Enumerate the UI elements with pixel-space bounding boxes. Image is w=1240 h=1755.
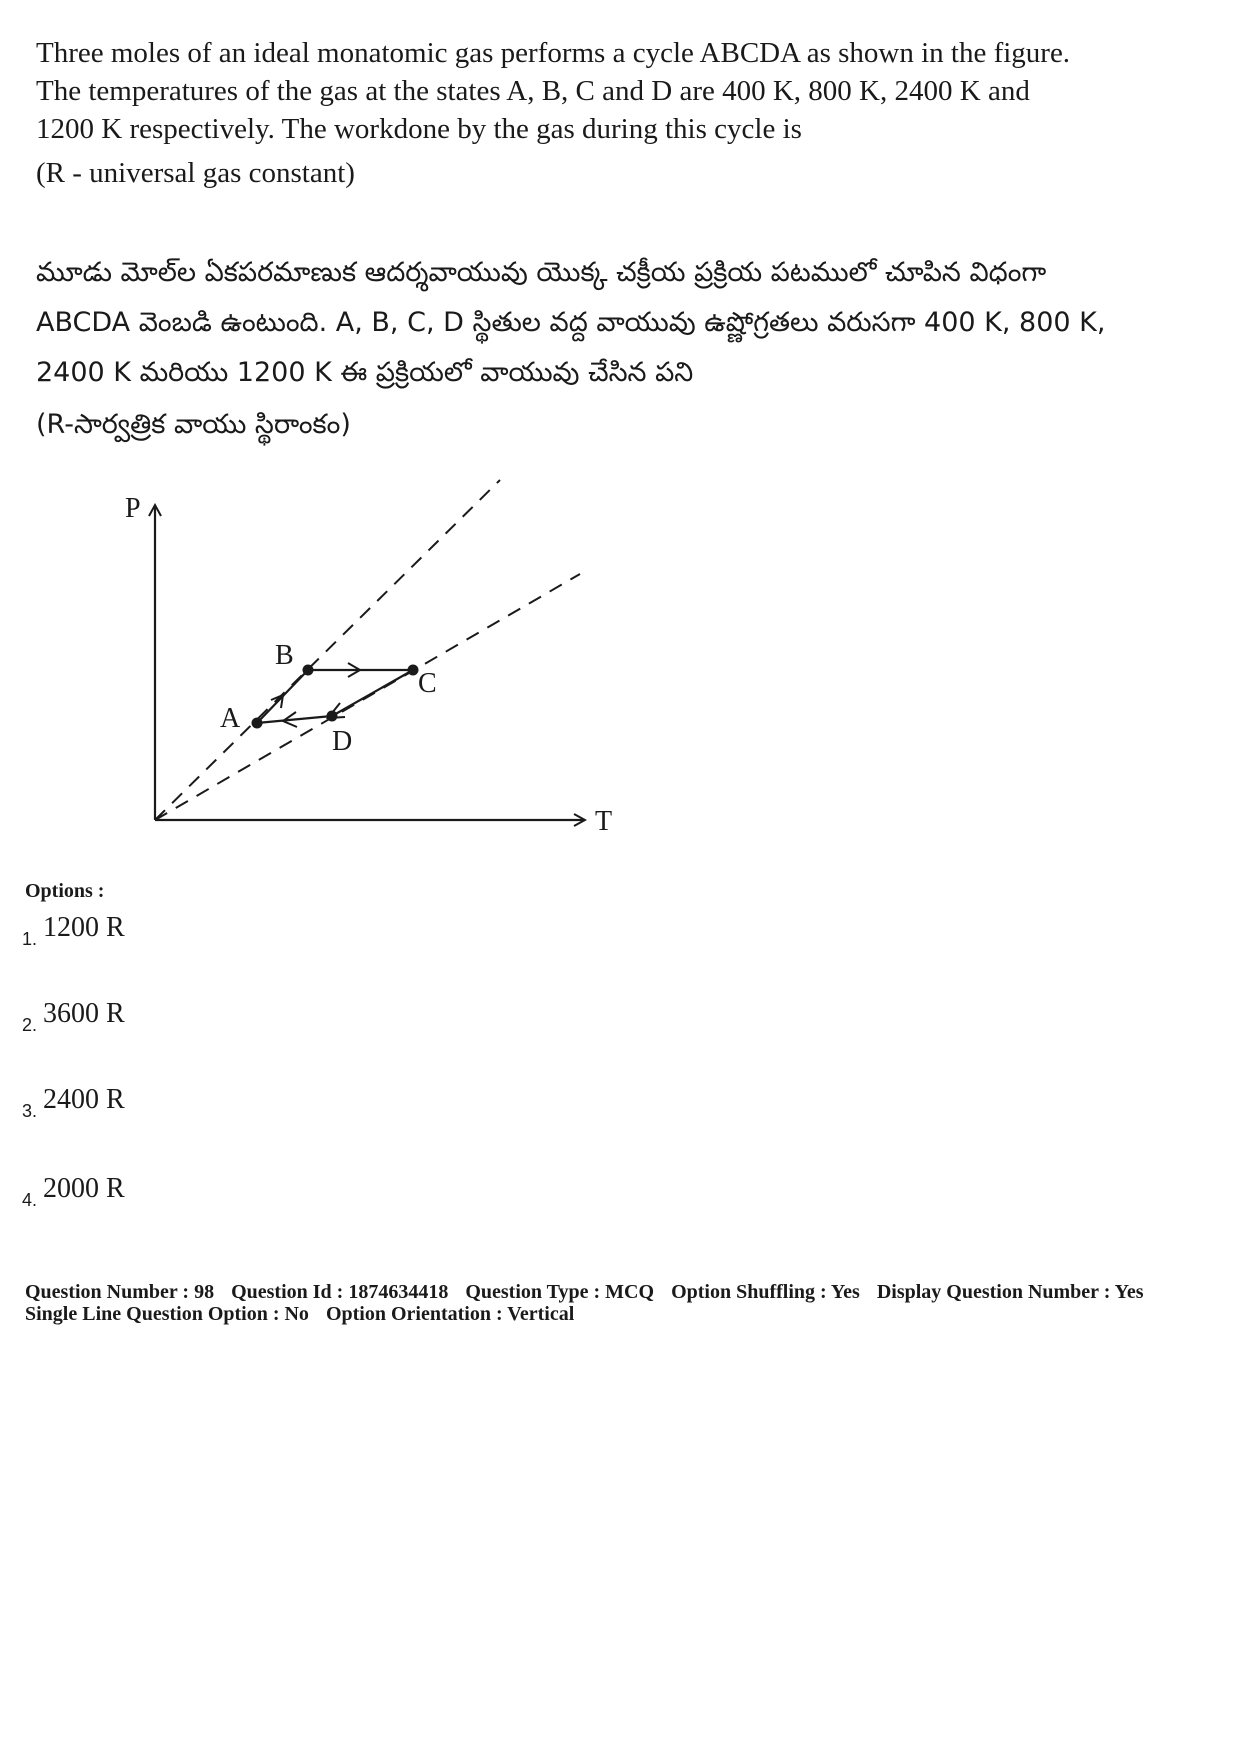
- option-number: 1.: [22, 929, 38, 949]
- option-value: 2000 R: [43, 1173, 125, 1204]
- question-line: The temperatures of the gas at the states A, B, C and D are 400 K, 800 K, 2400 K and: [36, 75, 1030, 107]
- option-3[interactable]: [22, 1084, 125, 1121]
- option-value: 2400 R: [43, 1084, 125, 1115]
- point-b: [303, 665, 314, 676]
- option-number: 3.: [22, 1101, 38, 1121]
- segment-cd: [332, 670, 413, 716]
- option-value: 1200 R: [43, 912, 125, 943]
- options-heading: Options :: [25, 880, 105, 902]
- option-number: 2.: [22, 1015, 38, 1035]
- option-number: 4.: [22, 1190, 38, 1210]
- label-c: C: [418, 668, 437, 699]
- question-line: 2400 K మరియు 1200 K ఈ ప్రక్రియలో వాయువు చేసిన పని: [36, 357, 694, 388]
- label-d: D: [332, 726, 353, 757]
- label-a: A: [220, 703, 241, 734]
- pt-diagram-svg: [110, 470, 630, 850]
- label-b: B: [275, 640, 294, 671]
- question-line: Three moles of an ideal monatomic gas performs a cycle ABCDA as shown in the figure.: [36, 37, 1071, 69]
- question-id: Question Id : 1874634418: [231, 1281, 449, 1303]
- question-metadata: [25, 1281, 1225, 1325]
- option-orientation: Option Orientation : Vertical: [325, 1303, 575, 1325]
- question-line: 1200 K respectively. The workdone by the gas during this cycle is: [36, 113, 802, 145]
- question-note: (R - universal gas constant): [36, 157, 355, 189]
- question-number: Question Number : 98: [25, 1281, 215, 1303]
- metadata-line-1: [25, 1281, 1225, 1303]
- option-4[interactable]: [22, 1173, 125, 1210]
- question-line: మూడు మోల్‌ల ఏకపరమాణుక ఆదర్శవాయువు యొక్క చక్రీయ ప్రక్రియ పటములో చూపిన విధంగా: [36, 257, 1047, 288]
- metadata-line-2: [25, 1303, 1225, 1325]
- option-value: 3600 R: [43, 998, 125, 1029]
- point-a: [252, 718, 263, 729]
- option-shuffling: Option Shuffling : Yes: [671, 1281, 860, 1303]
- p-axis-label: P: [125, 493, 141, 524]
- question-text-english: [36, 34, 1166, 192]
- option-1[interactable]: [22, 912, 125, 949]
- single-line-option: Single Line Question Option : No: [25, 1303, 309, 1325]
- question-line: ABCDA వెంబడి ఉంటుంది. A, B, C, D స్థితుల వద్ద వాయువు ఉష్ణోగ్రతలు వరుసగా 400 K, 800 K,: [36, 307, 1106, 338]
- point-d: [327, 711, 338, 722]
- question-note: (R-సార్వత్రిక వాయు స్థిరాంకం): [36, 409, 351, 440]
- pt-diagram: [110, 470, 630, 850]
- point-c: [408, 665, 419, 676]
- option-2[interactable]: [22, 998, 125, 1035]
- display-question-number: Display Question Number : Yes: [876, 1281, 1144, 1303]
- question-type: Question Type : MCQ: [465, 1281, 655, 1303]
- question-text-telugu: [36, 248, 1176, 450]
- t-axis-label: T: [595, 806, 613, 837]
- segment-da: [257, 716, 332, 723]
